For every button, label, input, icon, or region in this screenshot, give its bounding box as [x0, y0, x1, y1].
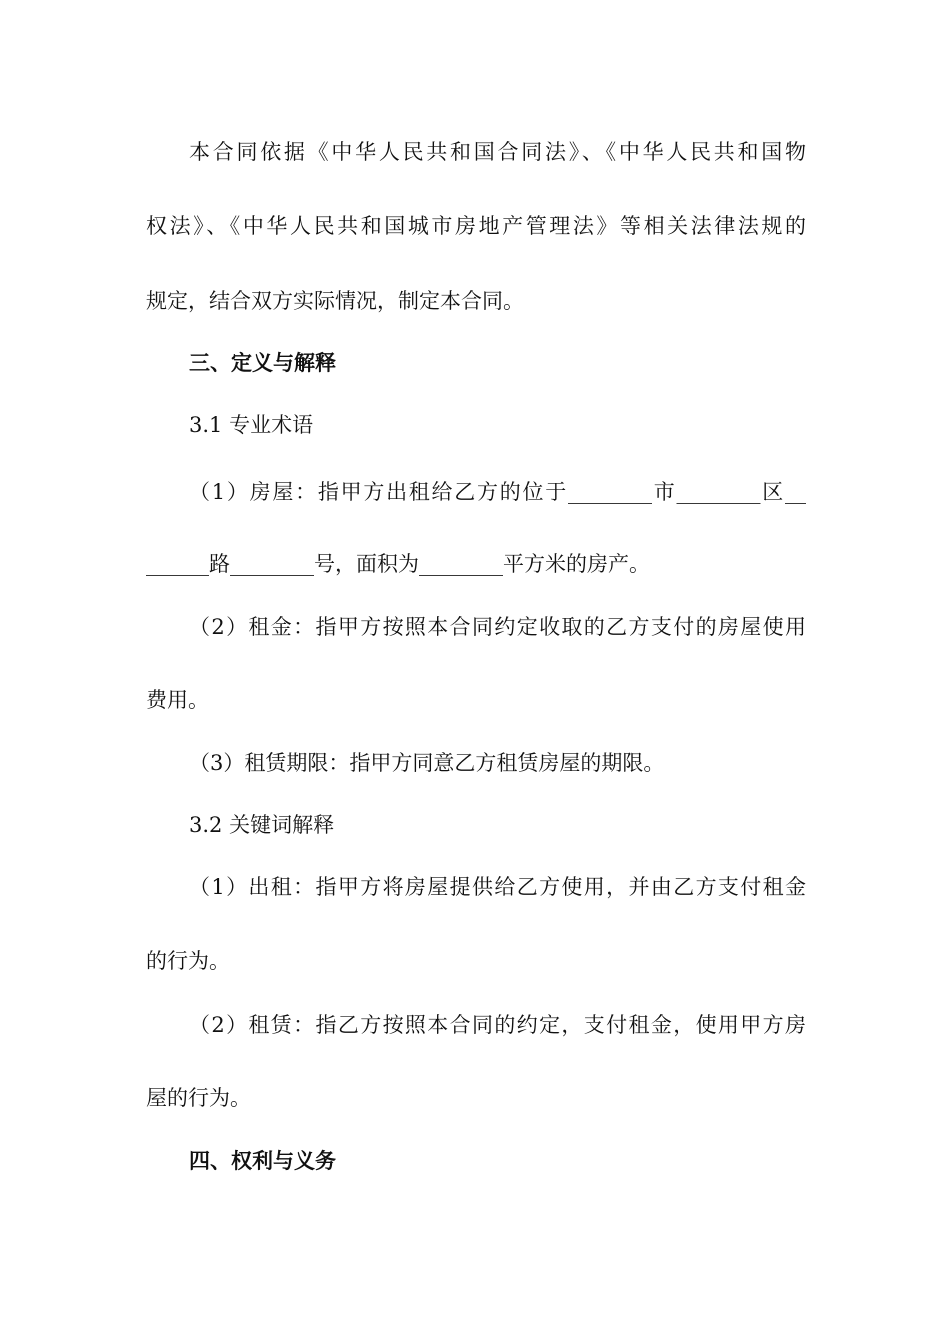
subsection-3-1-heading: 3.1 专业术语: [189, 413, 314, 437]
section-3-heading: 三、定义与解释: [189, 350, 336, 375]
keyword-lease-out-line-1: （1）出租：指甲方将房屋提供给乙方使用，并由乙方支付租金: [189, 875, 806, 899]
section-4-heading: 四、权利与义务: [189, 1148, 336, 1173]
intro-line-3: 规定，结合双方实际情况，制定本合同。: [146, 289, 524, 313]
term-house-line-2: ______路________号，面积为________平方米的房产。: [146, 552, 650, 576]
keyword-lease-in-line-1: （2）租赁：指乙方按照本合同的约定，支付租金，使用甲方房: [189, 1013, 806, 1037]
intro-line-2: 权法》、《中华人民共和国城市房地产管理法》等相关法律法规的: [146, 214, 806, 238]
keyword-lease-out-line-2: 的行为。: [146, 949, 230, 973]
subsection-3-2-heading: 3.2 关键词解释: [189, 813, 335, 837]
term-rent-line-1: （2）租金：指甲方按照本合同约定收取的乙方支付的房屋使用: [189, 615, 806, 639]
term-lease-period: （3）租赁期限：指甲方同意乙方租赁房屋的期限。: [189, 751, 665, 775]
keyword-lease-in-line-2: 屋的行为。: [146, 1086, 251, 1110]
intro-line-1: 本合同依据《中华人民共和国合同法》、《中华人民共和国物: [189, 140, 806, 164]
term-rent-line-2: 费用。: [146, 688, 209, 712]
term-house-line-1: （1）房屋：指甲方出租给乙方的位于________市________区__: [189, 480, 806, 504]
